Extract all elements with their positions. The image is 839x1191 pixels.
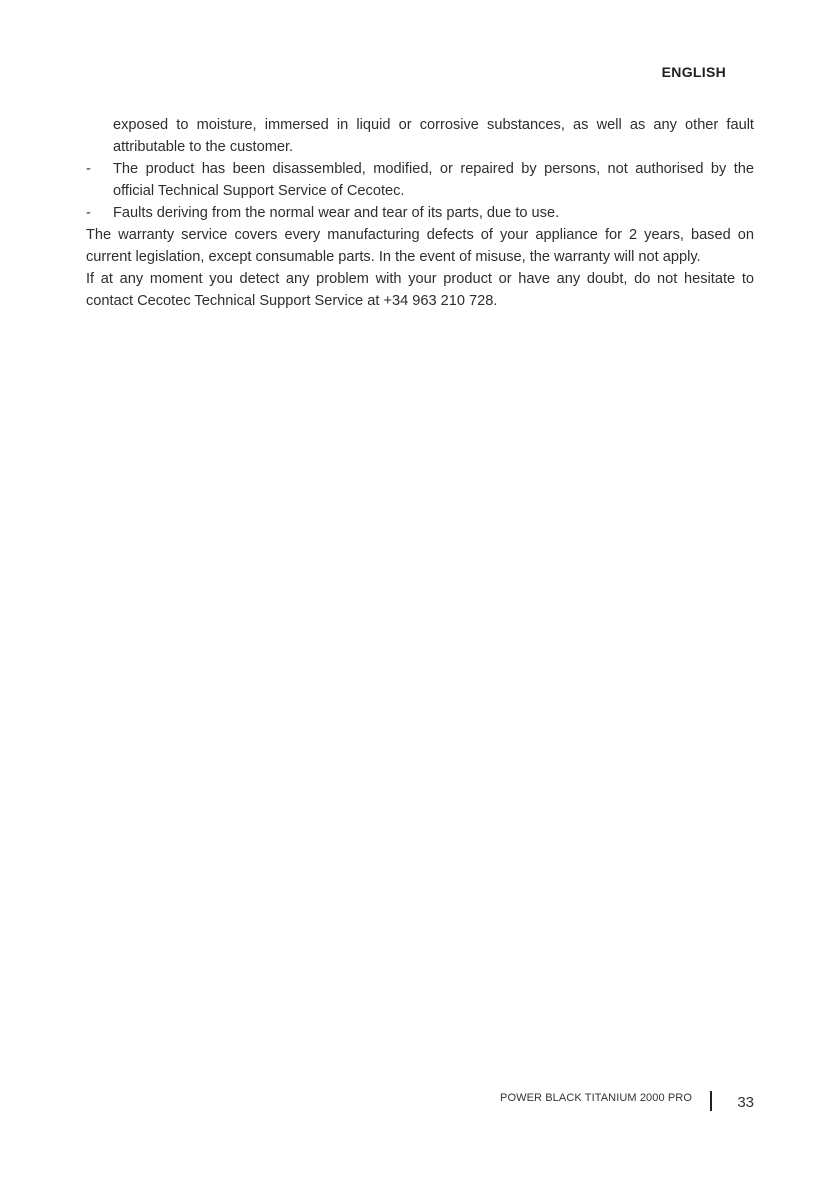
page-footer <box>440 1090 754 1114</box>
page-number: 33 <box>737 1094 754 1111</box>
list-bullet: - <box>86 205 91 221</box>
language-header: ENGLISH <box>661 64 726 80</box>
continuation-paragraph: exposed to moisture, immersed in liquid or corrosive substances, as well as any other fault attributable to the customer. <box>113 117 754 155</box>
list-item <box>86 202 754 224</box>
list-item <box>86 158 754 202</box>
footer-divider <box>710 1091 712 1111</box>
list-item-text: Faults deriving from the normal wear and tear of its parts, due to use. <box>113 205 560 221</box>
warranty-coverage-paragraph: The warranty service covers every manufacturing defects of your appliance for 2 years, based on current legislation, except consumable parts. In the event of misuse, the warranty will not apply. <box>86 227 754 265</box>
footer-product-name: POWER BLACK TITANIUM 2000 PRO <box>500 1092 692 1104</box>
list-bullet: - <box>86 161 91 177</box>
support-contact-paragraph: If at any moment you detect any problem with your product or have any doubt, do not hesitate to contact Cecotec Technical Support Service at +34 963 210 728. <box>86 271 754 309</box>
list-item-text: The product has been disassembled, modified, or repaired by persons, not authorised by the official Technical Support Service of Cecotec. <box>113 161 754 199</box>
warranty-text-block <box>86 114 754 312</box>
